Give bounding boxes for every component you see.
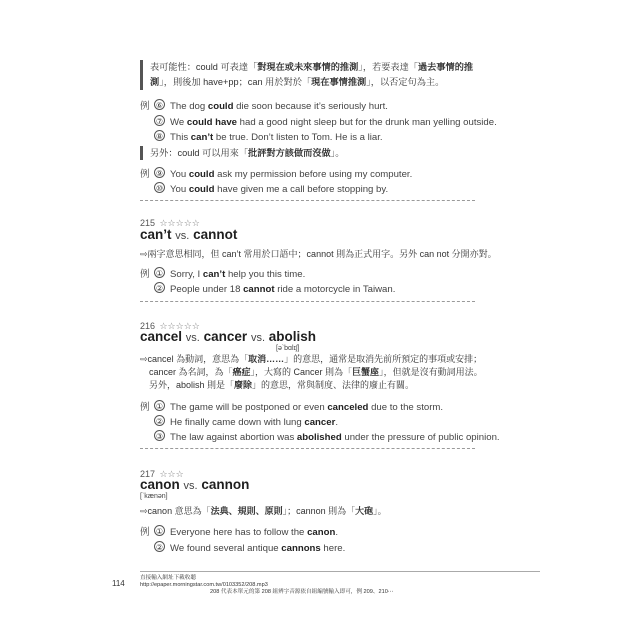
example-label: 例 (140, 269, 150, 280)
example-number: ⑥ (155, 101, 164, 111)
text-segment: This (170, 132, 191, 143)
example-number: ⑨ (155, 169, 164, 179)
example-row (140, 538, 345, 556)
emphasis-text: 測 (150, 77, 160, 87)
example-row (140, 179, 388, 197)
entry-description (140, 353, 482, 366)
example-number: ② (155, 417, 164, 427)
note-line (150, 146, 345, 161)
text-segment: We found several antique (170, 543, 282, 554)
example-row (140, 279, 395, 297)
phonetic: [ə`bɑlɪʃ] (276, 345, 300, 352)
emphasis-text: 過去事情的推 (418, 62, 474, 72)
rating-stars: ☆☆☆ (159, 469, 184, 479)
entry-id: 215 (140, 218, 156, 228)
entry-headword (140, 329, 316, 344)
footer-rule (140, 571, 540, 572)
description-text (148, 354, 483, 364)
entry-description (140, 505, 387, 518)
entry-description (149, 379, 414, 392)
emphasis-text: 現在事情推測 (311, 77, 367, 87)
emphasis-text: 癌症 (232, 367, 251, 377)
emphasis-text: can’t (202, 269, 226, 280)
text-segment: The law against abortion was (170, 432, 297, 443)
entry-headword (140, 477, 249, 492)
text-segment: canon 意思為「 (147, 506, 211, 516)
text-segment: 」，但就是沒有動詞用法。 (379, 367, 483, 377)
example-row (140, 427, 500, 445)
text-segment: cancer 為名詞，為「 (149, 367, 233, 377)
emphasis-text: 廢除 (234, 380, 253, 390)
example-number: ③ (155, 432, 164, 442)
vs-separator: vs. (175, 230, 190, 242)
text-segment: . (335, 417, 338, 428)
entry-id: 217 (140, 469, 156, 479)
text-segment: 」，以否定句為主。 (366, 77, 445, 87)
example-sentence (170, 132, 383, 143)
headword: cannot (193, 227, 238, 242)
example-number: ① (155, 527, 164, 537)
entry-id: 216 (140, 321, 156, 331)
emphasis-text: could (207, 101, 234, 112)
emphasis-text: could (188, 169, 215, 180)
rating-stars: ☆☆☆☆☆ (159, 218, 200, 228)
footer-line: 208 代表本單元的第 208 組辨字音源依自組編號輸入即可，例 209、210⋯ (210, 589, 394, 595)
note-line (150, 75, 444, 90)
page-number: 114 (112, 579, 125, 588)
text-segment: 」。 (373, 506, 387, 516)
text-segment: cancel 為動詞，意思為「 (147, 354, 249, 364)
emphasis-text: 大砲 (355, 506, 374, 516)
example-label: 例 (140, 169, 150, 180)
footer-line: 直接輸入網址下載收聽 (140, 575, 196, 581)
text-segment: had a good night sleep but for the drunk man yelling outside. (237, 117, 497, 128)
section-divider (140, 448, 475, 449)
text-segment: We (170, 117, 187, 128)
emphasis-text: 法典、規則、原則 (210, 506, 283, 516)
text-segment: Sorry, I (170, 269, 203, 280)
phonetic: [`kænən] (140, 493, 168, 500)
emphasis-text: could have (186, 117, 238, 128)
emphasis-text: 巨蟹座 (352, 367, 380, 377)
text-segment: 」，則後加 have+pp；can 用於對於「 (159, 77, 312, 87)
description-text: 兩字意思相同，但 can’t 常用於口語中；cannot 則為正式用字。另外 can not 分開亦對。 (147, 249, 497, 259)
example-number: ① (155, 269, 164, 279)
emphasis-text: cannot (243, 284, 275, 295)
entry-headword (140, 227, 237, 242)
text-segment: due to the storm. (368, 402, 444, 413)
text-segment: have given me a call before stopping by. (214, 184, 389, 195)
text-segment: ride a motorcycle in Taiwan. (274, 284, 396, 295)
emphasis-text: 取消…… (248, 354, 285, 364)
emphasis-text: 批評對方該做而沒做 (248, 148, 331, 158)
text-segment: 」；cannon 則為「 (282, 506, 356, 516)
example-sentence (170, 101, 388, 112)
example-number: ① (155, 402, 164, 412)
vs-separator: vs. (185, 332, 200, 344)
section-divider (140, 200, 475, 201)
text-segment: ask my permission before using my computer. (214, 169, 413, 180)
headword: cancer (203, 329, 248, 344)
emphasis-text: canceled (327, 402, 369, 413)
example-label: 例 (140, 101, 150, 112)
text-segment: 」的意思，常與制度、法律的廢止有關。 (252, 380, 415, 390)
arrow-icon: ⇨ (140, 249, 148, 259)
example-number: ⑩ (155, 184, 164, 194)
text-segment: Everyone here has to follow the (170, 527, 308, 538)
example-number: ⑧ (155, 132, 164, 142)
note-bar (140, 146, 143, 160)
rating-stars: ☆☆☆☆☆ (159, 321, 200, 331)
text-segment: You (170, 169, 189, 180)
text-segment: The dog (170, 101, 208, 112)
vs-separator: vs. (250, 332, 265, 344)
headword: abolish (268, 329, 317, 344)
headword: cannon (201, 477, 250, 492)
text-segment: People under 18 (170, 284, 244, 295)
text-segment: help you this time. (225, 269, 306, 280)
emphasis-text: 對現在或未來事情的推測 (257, 62, 359, 72)
text-segment: 」，大寫的 Cancer 則為「 (250, 367, 353, 377)
example-row (140, 127, 383, 145)
emphasis-text: can’t (190, 132, 214, 143)
text-segment: die soon because it’s seriously hurt. (233, 101, 388, 112)
text-segment: be true. Don’t listen to Tom. He is a liar. (213, 132, 383, 143)
emphasis-text: cannons (281, 543, 321, 554)
headword: cancel (140, 329, 183, 344)
example-sentence (170, 432, 500, 443)
text-segment: 」的意思，通常是取消先前所預定的事項或安排； (284, 354, 483, 364)
example-sentence (170, 284, 395, 295)
text-segment: 」。 (330, 148, 345, 158)
headword: can’t (140, 227, 172, 242)
vs-separator: vs. (183, 480, 198, 492)
footer-url[interactable]: http://epaper.morningstar.com.tw/0103352/208.mp3 (140, 582, 268, 588)
emphasis-text: cancer (304, 417, 336, 428)
emphasis-text: could (188, 184, 215, 195)
note-line (150, 60, 473, 75)
text-segment: under the pressure of public opinion. (341, 432, 500, 443)
text-segment: 另外，abolish 則是「 (149, 380, 235, 390)
note-bar (140, 60, 143, 90)
description-text (148, 506, 387, 516)
example-number: ② (155, 543, 164, 553)
example-sentence (170, 543, 345, 554)
emphasis-text: canon (307, 527, 336, 538)
example-label: 例 (140, 402, 150, 413)
example-sentence (170, 527, 338, 538)
arrow-icon: ⇨ (140, 506, 148, 516)
example-number: ⑦ (155, 117, 164, 127)
text-segment: You (170, 184, 189, 195)
example-sentence (170, 184, 388, 195)
section-divider (140, 301, 475, 302)
text-segment: The game will be postponed or even (170, 402, 328, 413)
text-segment: 另外：could 可以用來「 (150, 148, 249, 158)
entry-description (140, 248, 497, 261)
text-segment: . (335, 527, 338, 538)
text-segment: here. (320, 543, 346, 554)
emphasis-text: abolished (296, 432, 342, 443)
text-segment: 」，若要表達「 (358, 62, 418, 72)
example-number: ② (155, 284, 164, 294)
text-segment: 表可能性：could 可表達「 (150, 62, 258, 72)
arrow-icon: ⇨ (140, 354, 148, 364)
headword: canon (140, 477, 180, 492)
example-label: 例 (140, 527, 150, 538)
entry-description (149, 366, 483, 379)
text-segment: He finally came down with lung (170, 417, 305, 428)
